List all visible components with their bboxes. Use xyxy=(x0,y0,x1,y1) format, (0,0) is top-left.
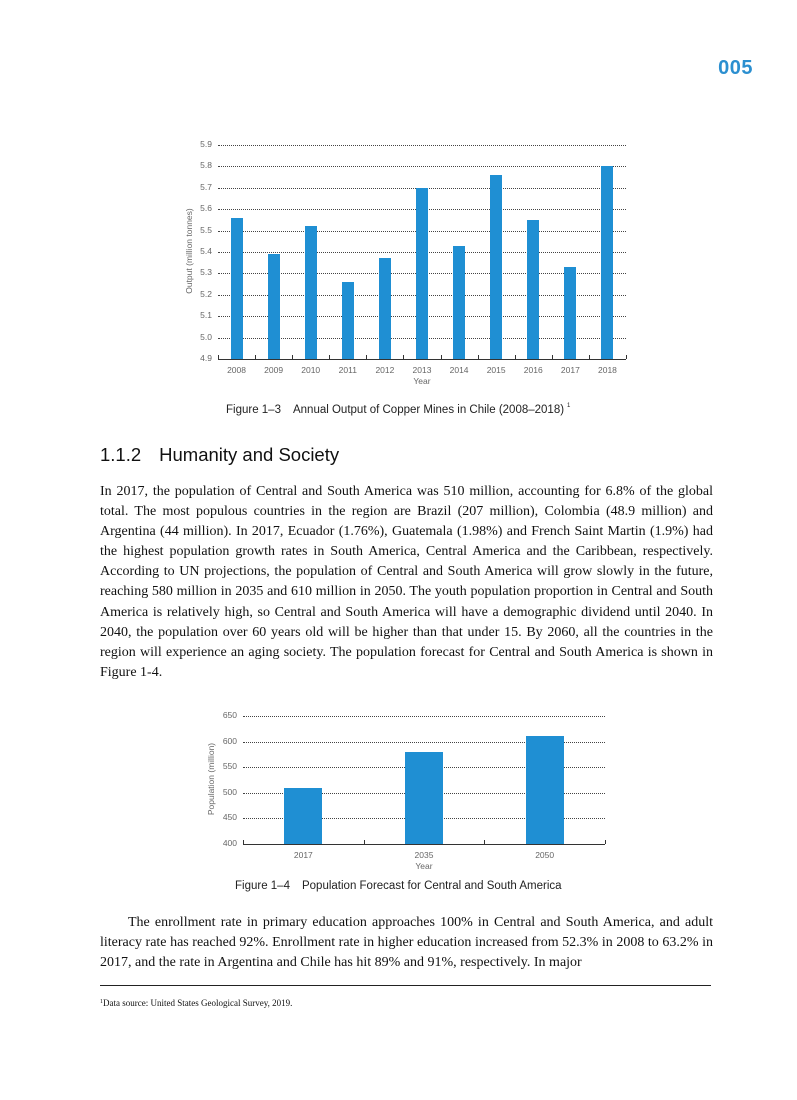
x-tick-label: 2011 xyxy=(338,365,357,375)
body-paragraph-2: The enrollment rate in primary education approaches 100% in Central and South America, and adult literacy rate has reached 92%. Enrollment rate in higher education increased from 52.3% in 2008 to 63.2% in 2017, and the rate in Argentina and Chile has hit 89% and 91%, respectively. In major xyxy=(100,915,713,971)
y-tick-label: 5.2 xyxy=(200,288,212,299)
section-number: 1.1.2 xyxy=(100,444,142,465)
footnote-text: Data source: United States Geological Survey, 2019. xyxy=(103,998,293,1008)
x-tick-label: 2050 xyxy=(535,850,555,860)
figure-1-3-label: Figure 1–3 xyxy=(226,404,281,416)
x-tick-label: 2017 xyxy=(560,365,580,375)
y-tick-label: 5.5 xyxy=(200,224,212,235)
figure-1-3-title: Annual Output of Copper Mines in Chile (2008–2018) xyxy=(292,404,565,416)
y-tick-label: 550 xyxy=(222,761,237,772)
page-number: 005 xyxy=(718,57,753,79)
bar-2017 xyxy=(284,788,322,844)
figure-1-4-title: Population Forecast for Central and South America xyxy=(301,880,562,892)
y-tick-label: 5.1 xyxy=(200,310,212,321)
x-tick-mark xyxy=(605,840,606,844)
body-paragraph-1: In 2017, the population of Central and South America was 510 million, accounting for 6.8% of the global total. The most populous countries in the region are Brazil (207 million), Colombia (48.9 million) and Argentina (44 million). In 2017, Ecuador (1.76%), Guatemala (1.98%) and French Saint Martin (1.9%) had the highest population growth rates in South America, Central America and the Caribbean, respectively. According to UN projections, the population of Central and South America will grow slowly in the future, reaching 580 million in 2035 and 610 million in 2050. The youth population proportion in Central and South America is relatively high, so Central and South America will have a demographic dividend until 2040. In 2040, the population over 60 years old will be higher than that under 15. By 2060, all the countries in the region will experience an aging society. The population forecast for Central and South America is shown in Figure 1-4. xyxy=(100,484,713,680)
y-tick-label: 5.8 xyxy=(200,160,212,171)
x-tick-label: 2014 xyxy=(449,365,469,375)
y-tick-label: 500 xyxy=(222,786,237,797)
x-tick-label: 2035 xyxy=(414,850,434,860)
figure-1-4-caption xyxy=(235,880,562,892)
x-tick-label: 2015 xyxy=(486,365,506,375)
footnote-marker: 1 xyxy=(567,403,571,409)
x-tick-mark xyxy=(484,840,485,844)
y-tick-label: 5.0 xyxy=(200,331,212,342)
y-axis-label: Output (million tonnes) xyxy=(184,208,194,294)
y-tick-label: 650 xyxy=(222,710,237,720)
y-tick-label: 5.6 xyxy=(200,203,212,214)
y-tick-label: 450 xyxy=(222,812,237,823)
gridline xyxy=(243,716,605,717)
x-tick-label: 2010 xyxy=(301,365,321,375)
section-title: Humanity and Society xyxy=(159,444,340,465)
y-tick-label: 4.9 xyxy=(200,353,212,363)
y-tick-label: 5.9 xyxy=(200,139,212,149)
figure-1-4-label: Figure 1–4 xyxy=(235,880,290,892)
footnote-divider xyxy=(100,985,711,986)
bar-2050 xyxy=(526,736,564,844)
x-axis-label: Year xyxy=(415,861,433,871)
y-tick-label: 5.4 xyxy=(200,246,212,256)
x-tick-label: 2018 xyxy=(597,365,617,375)
x-tick-label: 2012 xyxy=(375,365,395,375)
y-tick-label: 5.7 xyxy=(200,181,212,192)
y-tick-label: 400 xyxy=(222,838,237,848)
x-tick-label: 2013 xyxy=(412,365,432,375)
x-axis xyxy=(243,844,605,845)
x-tick-label: 2016 xyxy=(523,365,543,375)
x-tick-label: 2017 xyxy=(293,850,313,860)
x-tick-label: 2008 xyxy=(227,365,246,375)
footnote xyxy=(100,998,292,1008)
x-tick-label: 2009 xyxy=(264,365,284,375)
x-axis-label: Year xyxy=(413,376,431,386)
y-tick-label: 600 xyxy=(222,735,237,746)
bar-2035 xyxy=(405,752,443,844)
x-tick-mark xyxy=(364,840,365,844)
footnote-marker-ref: 1 xyxy=(100,999,103,1005)
y-tick-label: 5.3 xyxy=(200,267,212,278)
x-tick-mark xyxy=(243,840,244,844)
y-axis-label: Population (million) xyxy=(206,742,216,816)
